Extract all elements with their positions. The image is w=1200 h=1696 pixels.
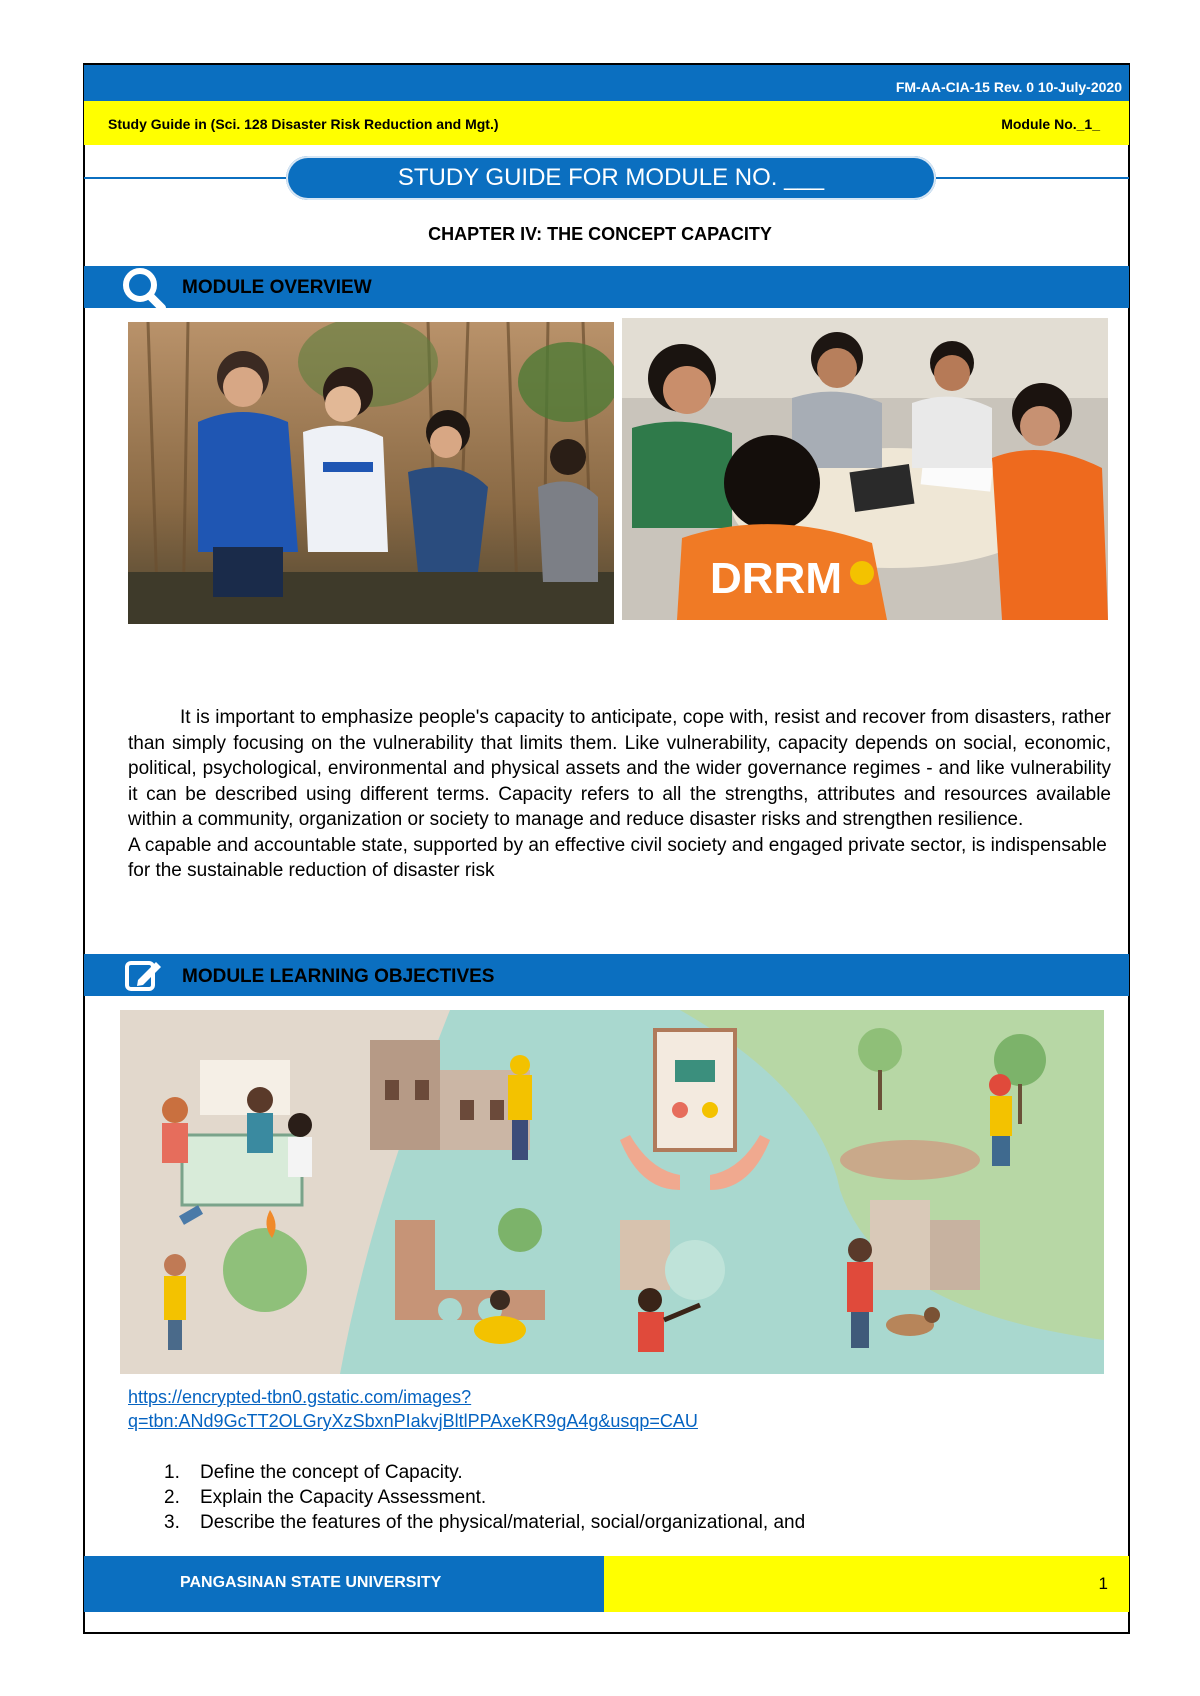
objective-item: [164, 1510, 805, 1535]
objective-number: 2.: [164, 1487, 180, 1508]
capacity-illustration: [120, 1010, 1104, 1374]
image-source-link[interactable]: [128, 1385, 698, 1433]
objective-item: [164, 1485, 805, 1510]
module-number-label: Module No._1_: [1001, 116, 1100, 132]
banner-rule-left: [84, 177, 289, 179]
objective-text: Explain the Capacity Assessment.: [200, 1487, 487, 1508]
overview-paragraph-2: A capable and accountable state, supported by an effective civil society and engaged private sector, is indispensable for the sustainable reduction of disaster risk: [128, 834, 1107, 881]
objective-text: Describe the features of the physical/material, social/organizational, and: [200, 1512, 806, 1533]
image-source-link-line-2[interactable]: q=tbn:ANd9GcTT2OLGryXzSbxnPIakvjBltlPPAxeKR9gA4g&usqp=CAU: [128, 1411, 698, 1431]
study-guide-label: Study Guide in (Sci. 128 Disaster Risk Reduction and Mgt.): [108, 116, 499, 132]
footer-university: PANGASINAN STATE UNIVERSITY: [180, 1574, 442, 1591]
footer-yellow-bar: [604, 1556, 1129, 1612]
form-code: FM-AA-CIA-15 Rev. 0 10-July-2020: [895, 79, 1122, 95]
objective-number: 1.: [164, 1462, 180, 1483]
objective-number: 3.: [164, 1512, 180, 1533]
banner-rule-right: [933, 177, 1129, 179]
objective-text: Define the concept of Capacity.: [200, 1462, 463, 1483]
edit-icon: [124, 958, 164, 994]
page-number: 1: [1098, 1574, 1108, 1593]
objectives-list: [164, 1460, 805, 1535]
objectives-heading: MODULE LEARNING OBJECTIVES: [182, 966, 495, 987]
overview-heading: MODULE OVERVIEW: [182, 277, 372, 298]
overview-paragraph-1: It is important to emphasize people's capacity to anticipate, cope with, resist and recover from disasters, rather than simply focusing on the vulnerability that limits them. Like vulnerability, capacity depends on social, economic, political, psychological, environmental and physical assets and the wider governance regimes - and like vulnerability it can be described using different terms. Capacity refers to all the strengths, attributes and resources available within a community, organization or society to manage and reduce disaster risks and strengthen resilience.: [128, 707, 1111, 830]
magnifier-icon: [120, 266, 168, 312]
study-guide-banner: STUDY GUIDE FOR MODULE NO. ___: [286, 156, 936, 200]
chapter-title: CHAPTER IV: THE CONCEPT CAPACITY: [428, 224, 772, 244]
drrm-shirt-text: DRRM: [710, 554, 842, 603]
image-source-link-line-1[interactable]: https://encrypted-tbn0.gstatic.com/images?: [128, 1387, 472, 1407]
drrm-workshop-photo: [622, 318, 1108, 620]
students-planting-photo: [128, 322, 614, 624]
overview-text: [128, 705, 1111, 884]
objective-item: [164, 1460, 805, 1485]
